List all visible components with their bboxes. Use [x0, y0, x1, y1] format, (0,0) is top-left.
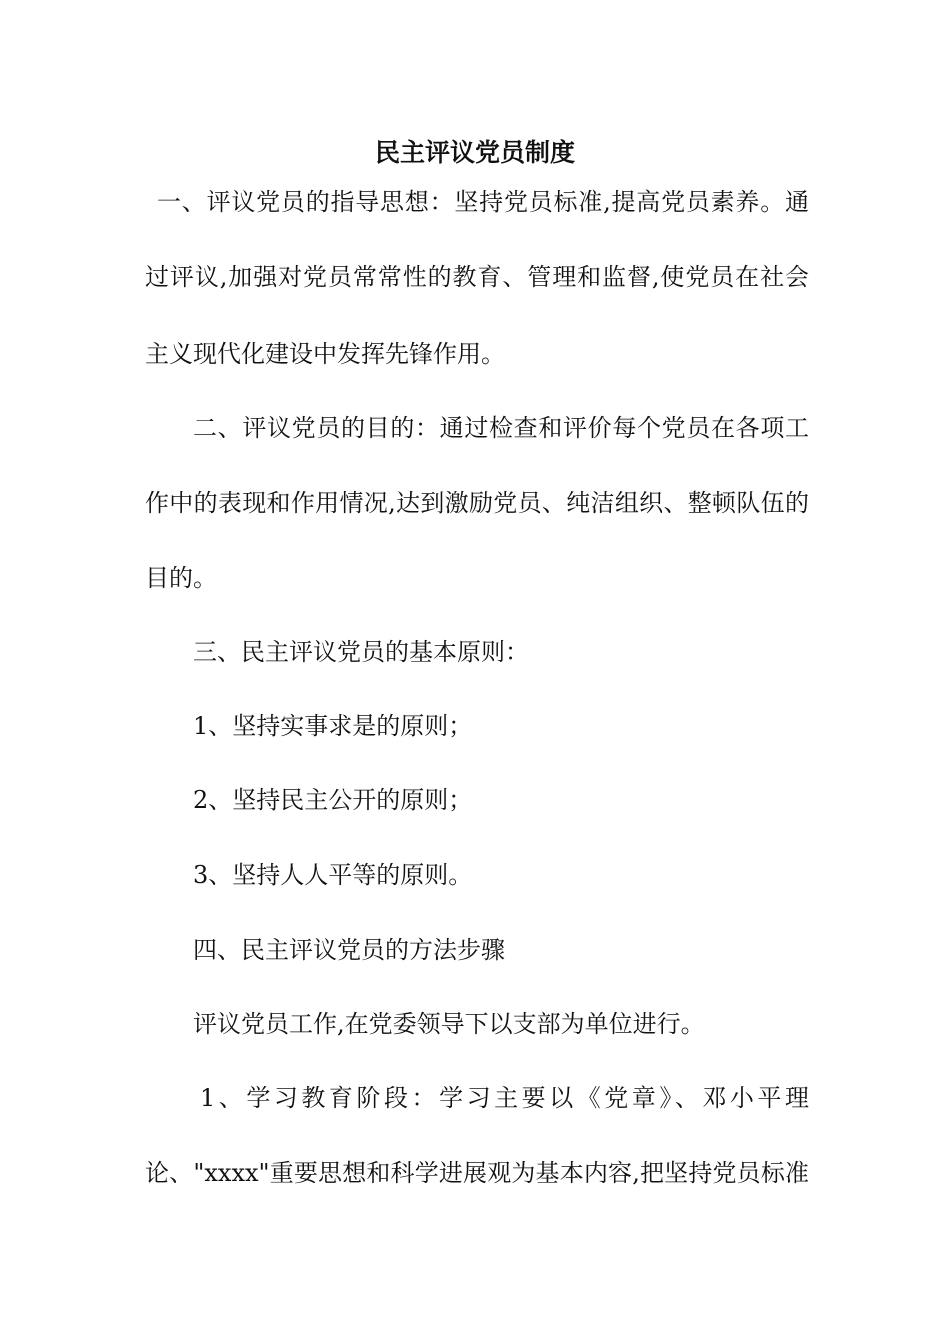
- document-title: 民主评议党员制度: [374, 138, 575, 167]
- paragraph-line: 一、评议党员的指导思想：坚持党员标准,提高党员素养。通: [157, 188, 809, 216]
- section-heading: 三、民主评议党员的基本原则：: [193, 638, 529, 666]
- paragraph-line: 过评议,加强对党员常常性的教育、管理和监督,使党员在社会: [145, 263, 809, 291]
- list-item: 1、坚持实事求是的原则；: [193, 712, 473, 740]
- paragraph-line: 主义现代化建设中发挥先锋作用。: [145, 340, 505, 368]
- paragraph-line: 论、"xxxx"重要思想和科学进展观为基本内容,把坚持党员标准: [145, 1159, 809, 1187]
- paragraph-line: 目的。: [145, 564, 217, 592]
- paragraph-line: 评议党员工作,在党委领导下以支部为单位进行。: [193, 1010, 705, 1038]
- list-item: 3、坚持人人平等的原则。: [193, 861, 473, 889]
- list-item: 2、坚持民主公开的原则；: [193, 786, 473, 814]
- section-heading: 四、民主评议党员的方法步骤: [193, 936, 505, 964]
- paragraph-line: 二、评议党员的目的：通过检查和评价每个党员在各项工: [193, 414, 809, 442]
- paragraph-line: 作中的表现和作用情况,达到激励党员、纯洁组织、整顿队伍的: [145, 489, 809, 517]
- paragraph-line: 1、学习教育阶段：学习主要以《党章》、邓小平理: [200, 1084, 809, 1112]
